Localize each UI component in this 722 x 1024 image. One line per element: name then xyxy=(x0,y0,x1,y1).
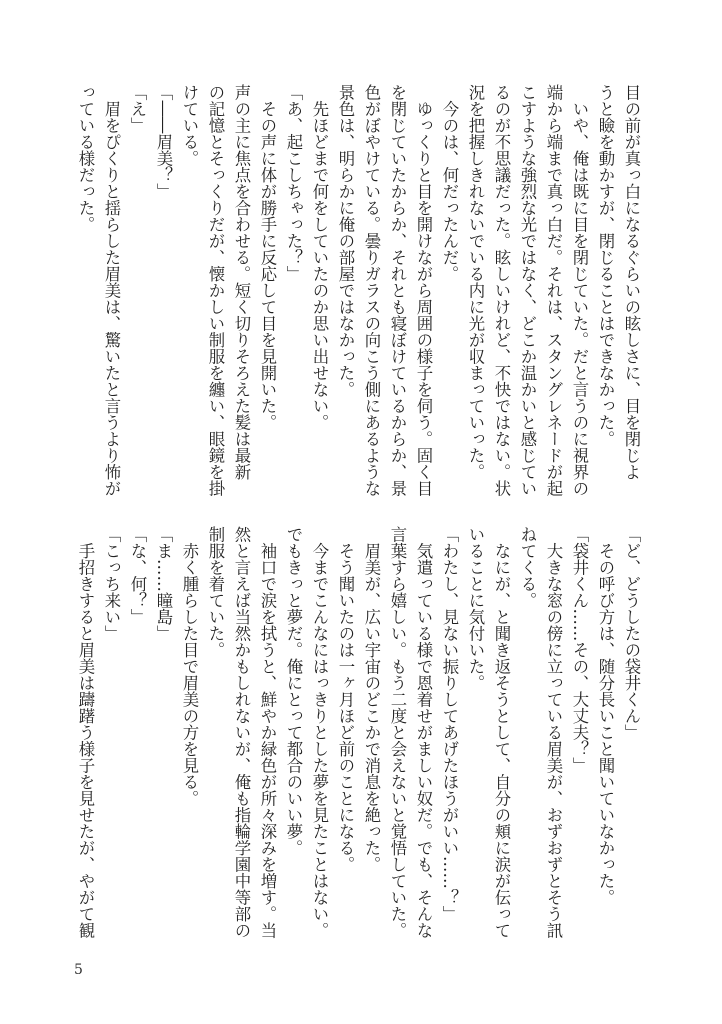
text-column: 気遣っている様で恩着せがましい奴だ。でも、そんな xyxy=(414,526,433,939)
text-column: 「こっち来い」 xyxy=(102,526,121,642)
text-column: 然と言えば当然かもしれないが、俺も指輪学園中等部の xyxy=(232,526,251,939)
text-column: こすような強烈な光ではなく、どこか温かいと感じてい xyxy=(518,84,537,497)
text-column: ゆっくりと目を開けながら周囲の様子を伺う。固く目 xyxy=(414,84,433,497)
page-number: 5 xyxy=(74,962,83,978)
text-column: 「ど、どうしたの袋井くん」 xyxy=(622,526,641,741)
upper-text-tier xyxy=(72,84,644,497)
lower-text-tier xyxy=(72,526,644,939)
text-column: 「え」 xyxy=(128,84,147,134)
text-column: 「袋井くん……その、大丈夫？」 xyxy=(570,526,589,774)
text-column: なにが、と聞き返そうとして、自分の頬に涙が伝って xyxy=(492,526,511,939)
text-column: の記憶とそっくりだが、懐かしい制服を纏い、眼鏡を掛 xyxy=(206,84,225,497)
text-column: っている様だった。 xyxy=(76,84,95,233)
text-column: いることに気付いた。 xyxy=(466,526,485,691)
text-column: 「あ、起こしちゃった？」 xyxy=(284,84,303,282)
text-column: 声の主に焦点を合わせる。短く切りそろえた髪は最新 xyxy=(232,84,251,480)
text-column: るのが不思議だった。眩しいけれど、不快ではない。状 xyxy=(492,84,511,497)
text-column: うと瞼を動かすが、閉じることはできなかった。 xyxy=(596,84,615,447)
text-column: 制服を着ていた。 xyxy=(206,526,225,658)
text-column: 眉をぴくりと揺らした眉美は、驚いたと言うより怖が xyxy=(102,84,121,497)
text-column: 「ま……瞳島」 xyxy=(154,526,173,642)
text-column: 袖口で涙を拭うと、鮮やか緑色が所々深みを増す。当 xyxy=(258,526,277,939)
text-column: 端から端まで真っ白だ。それは、スタングレネードが起 xyxy=(544,84,563,497)
text-column: ねてくる。 xyxy=(518,526,537,609)
text-column: 目の前が真っ白になるぐらいの眩しさに、目を閉じよ xyxy=(622,84,641,480)
text-column: 況を把握しきれないでいる内に光が収まっていった。 xyxy=(466,84,485,480)
text-column: 言葉すら嬉しい。もう二度と会えないと覚悟していた。 xyxy=(388,526,407,939)
text-column: を閉じていたからか、それとも寝ぼけているからか、景 xyxy=(388,84,407,497)
text-column: そう聞いたのは一ヶ月ほど前のことになる。 xyxy=(336,526,355,873)
text-column: でもきっと夢だ。俺にとって都合のいい夢。 xyxy=(284,526,303,856)
text-column: 「な、何？」 xyxy=(128,526,147,625)
text-column: 「――眉美？」 xyxy=(154,84,173,200)
text-column: その呼び方は、随分長いこと聞いていなかった。 xyxy=(596,526,615,906)
text-column: 「わたし、見ない振りしてあげたほうがいい……？」 xyxy=(440,526,459,922)
text-column: 今のは、何だったんだ。 xyxy=(440,84,459,282)
text-column: 色がぼやけている。曇りガラスの向こう側にあるような xyxy=(362,84,381,497)
text-column: 眉美が、広い宇宙のどこかで消息を絶った。 xyxy=(362,526,381,873)
text-column: けている。 xyxy=(180,84,199,167)
text-column: 今までこんなにはっきりとした夢を見たことはない。 xyxy=(310,526,329,939)
text-column: 赤く腫らした目で眉美の方を見る。 xyxy=(180,526,199,807)
text-column: 先ほどまで何をしていたのか思い出せない。 xyxy=(310,84,329,431)
text-column: その声に体が勝手に反応して目を見開いた。 xyxy=(258,84,277,431)
text-column: 景色は、明らかに俺の部屋ではなかった。 xyxy=(336,84,355,398)
text-column: 手招きすると眉美は躊躇う様子を見せたが、やがて観 xyxy=(76,526,95,939)
text-column: いや、俺は既に目を閉じていた。だと言うのに視界の xyxy=(570,84,589,497)
text-column: 大きな窓の傍に立っている眉美が、おずおずとそう訊 xyxy=(544,526,563,939)
